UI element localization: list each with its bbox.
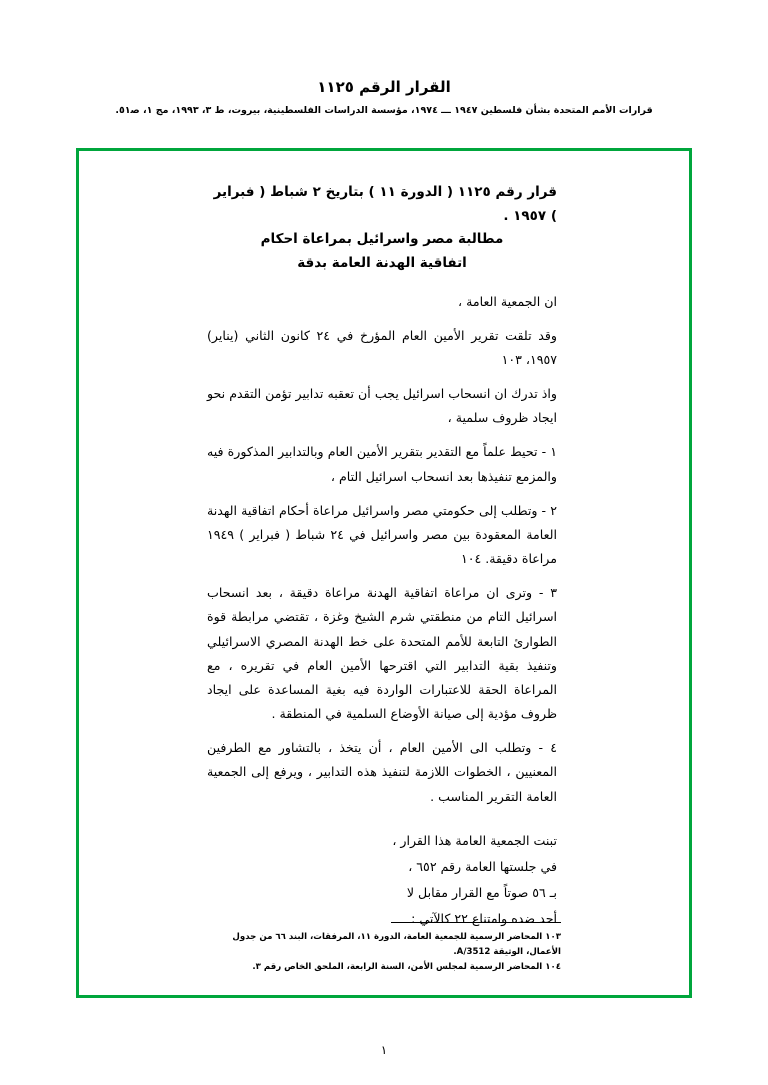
green-border-frame xyxy=(76,148,692,998)
footnotes-section xyxy=(207,922,561,975)
source-citation: قرارات الأمم المتحدة بشأن فلسطين ١٩٤٧ ـــ ١٩٧٤، مؤسسة الدراسات الفلسطينية، بيروت، ط ٣، ١٩٩٣، مج ١، ص‍٥١. xyxy=(115,105,653,116)
resolution-heading-line-3: اتفاقية الهدنة العامة بدقة xyxy=(297,254,467,271)
adoption-line: أحد ضده وامتناع ٢٢ كالآتي : xyxy=(411,910,557,926)
footnote-item: ١٠٤ المحاضر الرسمية لمجلس الأمن، السنة الرابعة، الملحق الخاص رقم ٣. xyxy=(252,961,561,972)
adoption-line: بـ ٥٦ صوتاً مع القرار مقابل لا xyxy=(406,884,557,900)
resolution-heading-line-2: مطالبة مصر واسرائيل بمراعاة احكام xyxy=(260,231,504,248)
resolution-paragraph: ان الجمعية العامة ، xyxy=(458,293,557,309)
footnote-divider xyxy=(391,922,561,923)
footnote-item: ١٠٣ المحاضر الرسمية للجمعية العامة، الدورة ١١، المرفقات، البند ٦٦ من جدول الأعمال، الوثيقة A/3512. xyxy=(232,931,561,957)
resolution-paragraph: ٣ - وترى ان مراعاة اتفاقية الهدنة مراعاة دقيقة ، بعد انسحاب اسرائيل التام من منطقتي شرم الشيخ وغزة ، تقتضي مرابطة قوة الطوارئ التابعة للأمم المتحدة على خط الهدنة المصري الاسرائيلي وتنفيذ بقية التدابير التي اقترحها الأمين العام في تقريره ، مع المراعاة الحقة للاعتبارات الواردة فيه بغية المساعدة على ايجاد ظروف مؤدية إلى صيانة الأوضاع السلمية في المنطقة . xyxy=(207,585,557,722)
resolution-paragraph: وقد تلقت تقرير الأمين العام المؤرخ في ٢٤ كانون الثاني (يناير) ١٩٥٧، ١٠٣ xyxy=(207,327,557,367)
resolution-body xyxy=(207,181,557,977)
adoption-line: تبنت الجمعية العامة هذا القرار ، xyxy=(392,832,557,848)
resolution-paragraph: واذ تدرك ان انسحاب اسرائيل يجب أن تعقبه تدابير تؤمن التقدم نحو ايجاد ظروف سلمية ، xyxy=(207,386,557,426)
resolution-paragraph: ٤ - وتطلب الى الأمين العام ، أن يتخذ ، بالتشاور مع الطرفين المعنيين ، الخطوات اللازمة لتنفيذ هذه التدابير ، ويرفع إلى الجمعية العامة التقرير المناسب . xyxy=(207,740,557,804)
page-number: ١ xyxy=(380,1043,388,1057)
adoption-note xyxy=(207,829,557,931)
resolution-heading-line-1: قرار رقم ١١٢٥ ( الدورة ١١ ) بتاريخ ٢ شباط ( فبراير ) ١٩٥٧ . xyxy=(213,184,557,224)
adoption-line: في جلستها العامة رقم ٦٥٢ ، xyxy=(408,858,557,874)
page-title: القرار الرقم ١١٢٥ xyxy=(317,78,451,96)
resolution-paragraph: ١ - تحيط علماً مع التقدير بتقرير الأمين العام وبالتدابير المذكورة فيه والمزمع تنفيذها بعد انسحاب اسرائيل التام ، xyxy=(207,444,557,484)
resolution-paragraph: ٢ - وتطلب إلى حكومتي مصر واسرائيل مراعاة أحكام اتفاقية الهدنة العامة المعقودة بين مصر واسرائيل في ٢٤ شباط ( فبراير ) ١٩٤٩ مراعاة دقيقة. ١٠٤ xyxy=(207,502,557,567)
resolution-heading xyxy=(207,181,557,276)
document-header xyxy=(0,0,768,116)
